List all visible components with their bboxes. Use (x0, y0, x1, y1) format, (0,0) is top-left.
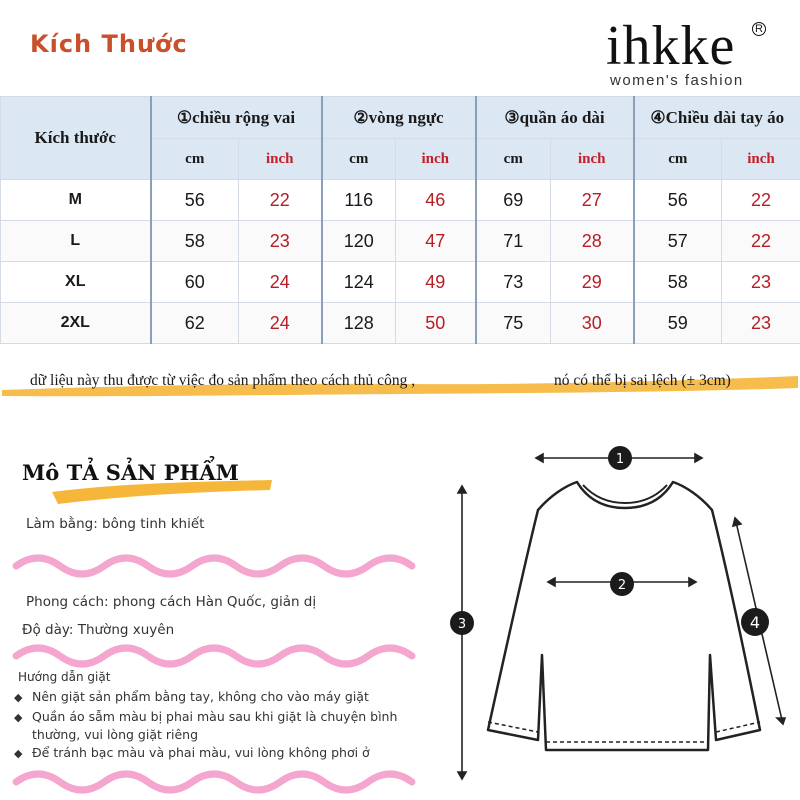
diamond-bullet-icon: ◆ (14, 747, 23, 760)
length-header: ③quần áo dài (476, 97, 634, 139)
material-text: Làm bằng: bông tinh khiết (26, 516, 205, 532)
value-cell: 56 (151, 180, 239, 221)
value-cell: 46 (396, 180, 476, 221)
value-cell: 58 (634, 262, 722, 303)
marker-4-label: 4 (749, 613, 761, 632)
value-cell: 24 (239, 303, 322, 344)
unit-cm: cm (322, 139, 396, 180)
size-chart-table (0, 96, 800, 344)
value-cell: 75 (476, 303, 551, 344)
value-cell: 69 (476, 180, 551, 221)
unit-inch: inch (551, 139, 634, 180)
brand-logo: ihkke (606, 15, 736, 77)
value-cell: 71 (476, 221, 551, 262)
value-cell: 22 (239, 180, 322, 221)
value-cell: 58 (151, 221, 239, 262)
care-item-text: Nên giặt sản phẩm bằng tay, không cho vào máy giặt (32, 689, 369, 704)
diamond-bullet-icon: ◆ (14, 711, 23, 724)
value-cell: 23 (722, 262, 800, 303)
unit-cm: cm (634, 139, 722, 180)
value-cell: 57 (634, 221, 722, 262)
value-cell: 22 (722, 221, 800, 262)
value-cell: 120 (322, 221, 396, 262)
product-description-heading: Mô TẢ SẢN PHẨM (22, 460, 239, 485)
value-cell: 30 (551, 303, 634, 344)
care-item (14, 708, 397, 743)
value-cell: 47 (396, 221, 476, 262)
care-item (14, 744, 370, 762)
diamond-bullet-icon: ◆ (14, 691, 23, 704)
value-cell: 50 (396, 303, 476, 344)
sweater-outline-icon (488, 482, 760, 750)
value-cell: 128 (322, 303, 396, 344)
value-cell: 116 (322, 180, 396, 221)
value-cell: 62 (151, 303, 239, 344)
chest-header: ②vòng ngực (322, 97, 476, 139)
value-cell: 23 (722, 303, 800, 344)
page-title: Kích Thước (30, 30, 188, 58)
size-label: L (1, 221, 151, 262)
table-row (1, 262, 800, 303)
thickness-text: Độ dày: Thường xuyên (22, 622, 175, 638)
unit-cm: cm (151, 139, 239, 180)
size-label: 2XL (1, 303, 151, 344)
value-cell: 49 (396, 262, 476, 303)
value-cell: 23 (239, 221, 322, 262)
table-row (1, 221, 800, 262)
marker-2-label: 2 (617, 578, 627, 593)
pink-wave-divider (8, 766, 438, 800)
size-column-header: Kích thước (1, 97, 151, 180)
value-cell: 29 (551, 262, 634, 303)
brand-tagline: women's fashion (610, 72, 744, 89)
unit-inch: inch (722, 139, 800, 180)
unit-inch: inch (239, 139, 322, 180)
marker-3-label: 3 (457, 617, 467, 632)
shoulder-width-header: ①chiều rộng vai (151, 97, 322, 139)
value-cell: 59 (634, 303, 722, 344)
unit-inch: inch (396, 139, 476, 180)
style-text: Phong cách: phong cách Hàn Quốc, giản dị (26, 594, 317, 610)
unit-cm: cm (476, 139, 551, 180)
value-cell: 73 (476, 262, 551, 303)
size-label: M (1, 180, 151, 221)
sweater-measurement-diagram (440, 430, 800, 800)
care-item-continuation: thường, vui lòng giặt riêng (32, 727, 199, 742)
care-title: Hướng dẫn giặt (18, 670, 111, 684)
value-cell: 124 (322, 262, 396, 303)
size-label: XL (1, 262, 151, 303)
care-item-text: Để tránh bạc màu và phai màu, vui lòng không phơi ở (32, 745, 370, 760)
measurement-note-part1: dữ liệu này thu được từ việc đo sản phẩm theo cách thủ công , (30, 372, 416, 389)
table-row (1, 180, 800, 221)
measurement-note-part2: nó có thể bị sai lệch (± 3cm) (554, 372, 731, 389)
pink-wave-divider (8, 550, 438, 584)
care-item-text: Quần áo sẫm màu bị phai màu sau khi giặt là chuyện bình (32, 709, 398, 724)
registered-mark-icon: R (752, 22, 766, 36)
value-cell: 28 (551, 221, 634, 262)
pink-wave-divider (8, 640, 438, 674)
care-item (14, 688, 369, 706)
value-cell: 56 (634, 180, 722, 221)
value-cell: 27 (551, 180, 634, 221)
table-row (1, 303, 800, 344)
marker-1-label: 1 (615, 452, 625, 467)
value-cell: 24 (239, 262, 322, 303)
value-cell: 60 (151, 262, 239, 303)
value-cell: 22 (722, 180, 800, 221)
sleeve-length-header: ④Chiều dài tay áo (634, 97, 800, 139)
